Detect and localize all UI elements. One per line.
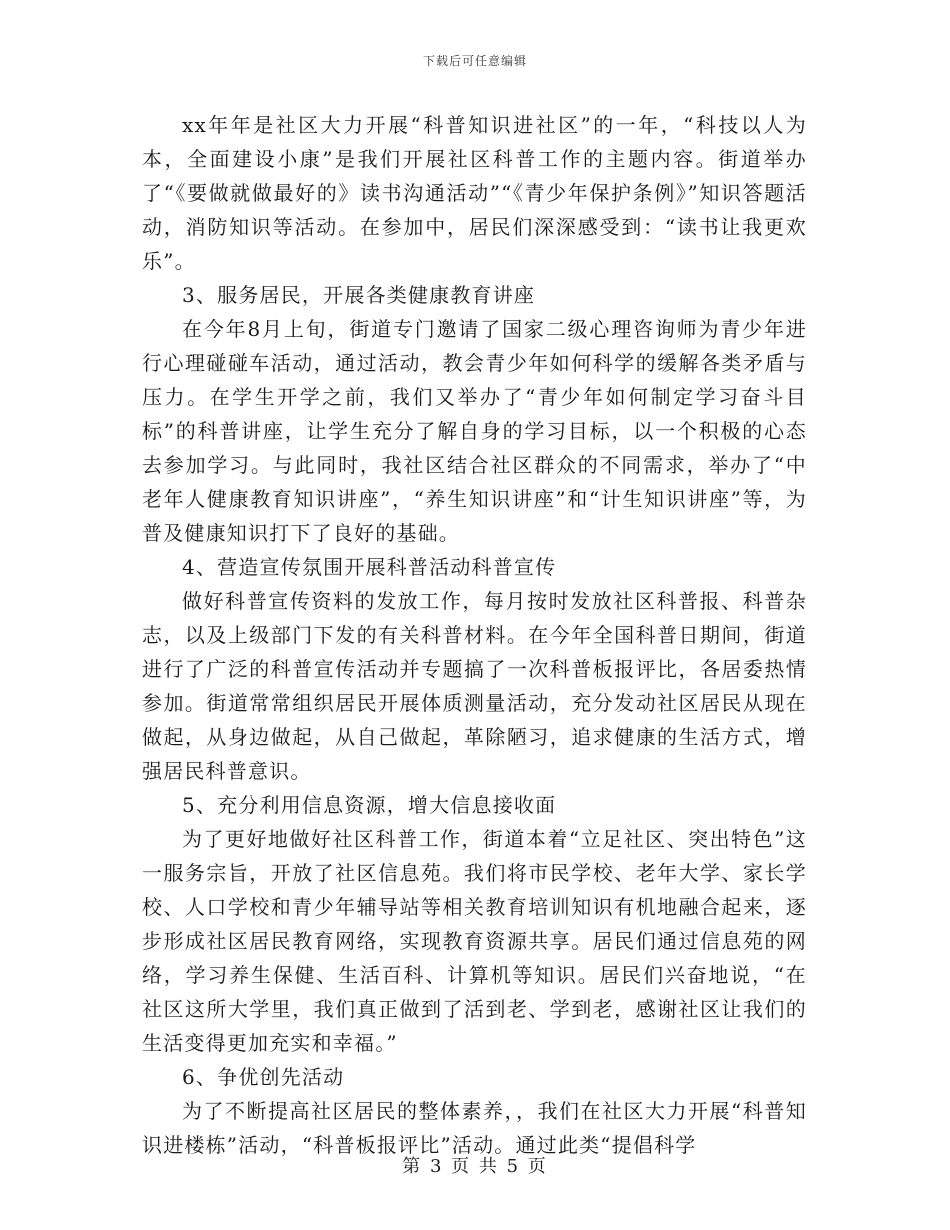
paragraph-4: 为了更好地做好社区科普工作，街道本着“立足社区、突出特色”这一服务宗旨，开放了社区信息苑。我们将市民学校、老年大学、家长学校、人口学校和青少年辅导站等相关教育培训知识有机地融合起来，逐步形成社区居民教育网络，实现教育资源共享。居民们通过信息苑的网络，学习养生保健、生活百科、计算机等知识。居民们兴奋地说，“在社区这所大学里，我们真正做到了活到老、学到老，感谢社区让我们的生活变得更加充实和幸福。” <box>142 827 807 1055</box>
page-number-footer: 第 3 页 共 5 页 <box>402 1156 548 1177</box>
paragraph-3: 做好科普宣传资料的发放工作，每月按时发放社区科普报、科普杂志，以及上级部门下发的有关科普材料。在今年全国科普日期间，街道进行了广泛的科普宣传活动并专题搞了一次科普板报评比，各居委热情参加。街道常常组织居民开展体质测量活动，充分发动社区居民从现在做起，从身边做起，从自己做起，革除陋习，追求健康的生活方式，增强居民科普意识。 <box>142 589 807 783</box>
paragraph-5: 为了不断提高社区居民的整体素养，，我们在社区大力开展“科普知识进楼栋”活动，“科普板报评比”活动。通过此类“提倡科学 <box>142 1099 807 1157</box>
section-heading-6: 6、争优创先活动 <box>182 1065 345 1089</box>
section-heading-3: 3、服务居民，开展各类健康教育讲座 <box>182 283 536 307</box>
page-header: 下载后可任意编辑 <box>422 54 527 68</box>
paragraph-1: xx年年是社区大力开展“科普知识进社区”的一年，“科技以人为本，全面建设小康”是我们开展社区科普工作的主题内容。街道举办了“《要做就做最好的》读书沟通活动”“《青少年保护条例》”知识答题活动，消防知识等活动。在参加中，居民们深深感受到：“读书让我更欢乐”。 <box>142 113 807 273</box>
paragraph-2: 在今年8月上旬，街道专门邀请了国家二级心理咨询师为青少年进行心理碰碰车活动，通过活动，教会青少年如何科学的缓解各类矛盾与压力。在学生开学之前，我们又举办了“青少年如何制定学习奋斗目标”的科普讲座，让学生充分了解自身的学习目标，以一个积极的心态去参加学习。与此同时，我社区结合社区群众的不同需求，举办了“中老年人健康教育知识讲座”，“养生知识讲座”和“计生知识讲座”等，为普及健康知识打下了良好的基础。 <box>142 317 807 545</box>
section-heading-5: 5、充分利用信息资源，增大信息接收面 <box>182 793 557 817</box>
document-body <box>142 108 807 1162</box>
section-heading-4: 4、营造宣传氛围开展科普活动科普宣传 <box>182 555 557 579</box>
